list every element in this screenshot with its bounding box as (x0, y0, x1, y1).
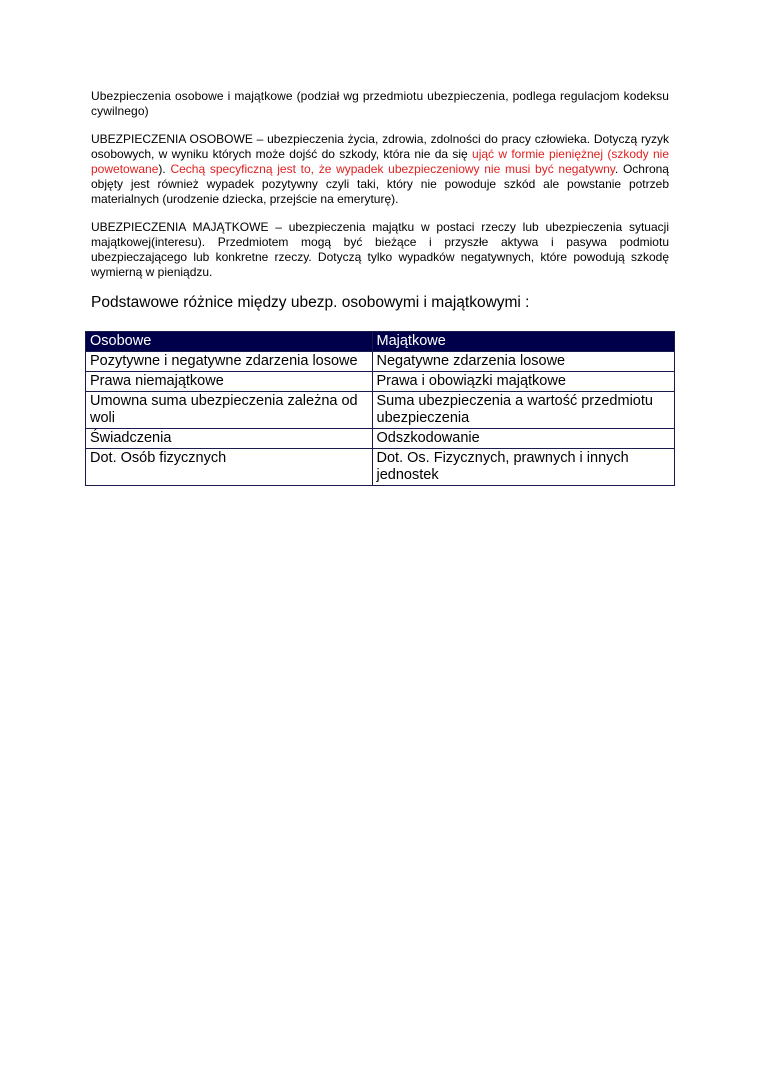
differences-table (85, 331, 675, 486)
osobowe-text-3: . Ochroną objęty jest również wypadek pozytywny czyli taki, który nie powoduje szkód ale powstanie potrzeb materialnych (urodzenie dziecka, przejście na emeryturę). (91, 162, 669, 206)
table-row (86, 372, 675, 392)
cell-osobowe: Umowna suma ubezpieczenia zależna od woli (86, 392, 373, 429)
cell-majatkowe: Prawa i obowiązki majątkowe (372, 372, 675, 392)
table-header-row (86, 332, 675, 352)
cell-majatkowe: Negatywne zdarzenia losowe (372, 352, 675, 372)
cell-majatkowe: Suma ubezpieczenia a wartość przedmiotu ubezpieczenia (372, 392, 675, 429)
table-row (86, 429, 675, 449)
osobowe-text-2: ). (158, 162, 171, 176)
differences-heading: Podstawowe różnice między ubezp. osobowymi i majątkowymi : (91, 294, 530, 311)
table-row (86, 392, 675, 429)
table-row (86, 352, 675, 372)
majatkowe-paragraph: UBEZPIECZENIA MAJĄTKOWE – ubezpieczenia majątku w postaci rzeczy lub ubezpieczenia sytuacji majątkowej(interesu). Przedmiotem mogą być bieżące i przyszłe aktywa i pasywa podmiotu ubezpieczającego lub konkretne rzeczy. Dotyczą tylko wypadków negatywnych, które powodują szkodę wymierną w pieniądzu. (91, 220, 669, 279)
table-row (86, 449, 675, 486)
osobowe-text-1: UBEZPIECZENIA OSOBOWE – ubezpieczenia życia, zdrowia, zdolności do pracy człowieka. Dotyczą ryzyk osobowych, w wyniku których może dojść do szkody, która nie da się (91, 132, 669, 161)
cell-majatkowe: Dot. Os. Fizycznych, prawnych i innych jednostek (372, 449, 675, 486)
header-osobowe: Osobowe (86, 332, 373, 352)
cell-osobowe: Prawa niemajątkowe (86, 372, 373, 392)
cell-osobowe: Pozytywne i negatywne zdarzenia losowe (86, 352, 373, 372)
document-content (91, 89, 669, 324)
cell-majatkowe: Odszkodowanie (372, 429, 675, 449)
osobowe-highlight-2: Cechą specyficzną jest to, że wypadek ubezpieczeniowy nie musi być negatywny (170, 162, 615, 176)
osobowe-paragraph (91, 132, 669, 207)
osobowe-highlight-1: ująć w formie pieniężnej (szkody nie powetowane (91, 147, 669, 176)
intro-paragraph: Ubezpieczenia osobowe i majątkowe (podział wg przedmiotu ubezpieczenia, podlega regulacjom kodeksu cywilnego) (91, 89, 669, 118)
cell-osobowe: Dot. Osób fizycznych (86, 449, 373, 486)
cell-osobowe: Świadczenia (86, 429, 373, 449)
header-majatkowe: Majątkowe (372, 332, 675, 352)
